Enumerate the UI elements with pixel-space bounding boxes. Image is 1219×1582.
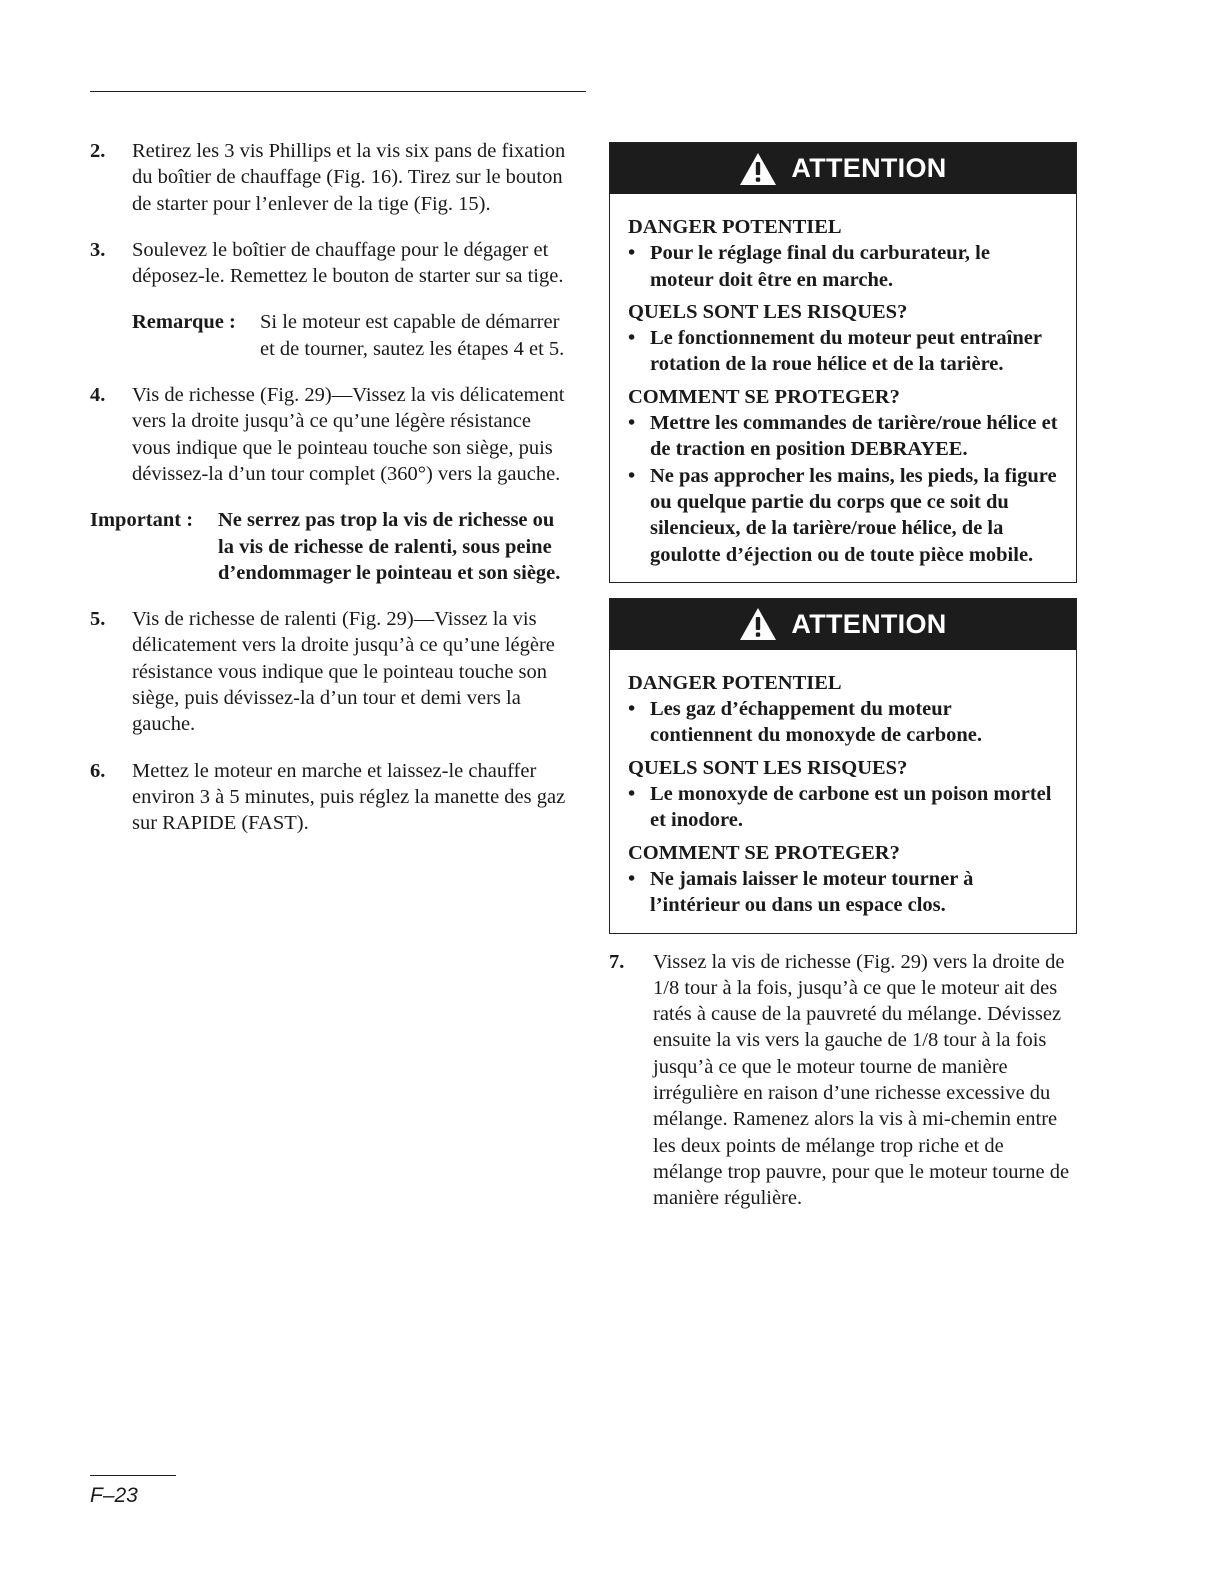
- section-title-protection: COMMENT SE PROTEGER?: [628, 385, 900, 408]
- step-text: Vissez la vis de richesse (Fig. 29) vers la droite de 1/8 tour à la fois, jusqu’à ce que le moteur ait des ratés à cause de la pauvreté du mélange. Dévissez ensuite la vis vers la gauche de 1/8 tour à la fois jusqu’à ce que le moteur tourne de manière irrégulière en raison d’une richesse excessive du mélange. Ramenez alors la vis à mi-chemin entre les deux points de mélange trop riche et de mélange trop pauvre, pour que le moteur tourne de manière régulière.: [653, 950, 1070, 1210]
- bullet-text: Ne jamais laisser le moteur tourner à l’intérieur ou dans un espace clos.: [650, 867, 974, 917]
- step-2: [90, 138, 568, 217]
- warning-header: [610, 599, 1076, 650]
- warning-box-carburetor: [609, 142, 1077, 583]
- header-rule: [90, 91, 586, 92]
- bullet-icon: •: [628, 412, 636, 435]
- warning-triangle-icon: [739, 152, 777, 186]
- step-number: 2.: [90, 140, 106, 162]
- bullet-icon: •: [628, 464, 636, 487]
- warning-title: ATTENTION: [791, 609, 947, 640]
- step-6: [90, 758, 568, 837]
- bullet-icon: •: [628, 327, 636, 350]
- warning-title: ATTENTION: [791, 153, 947, 184]
- note-text: Si le moteur est capable de démarrer et de tourner, sautez les étapes 4 et 5.: [260, 311, 565, 360]
- bullet-text: Ne pas approcher les mains, les pieds, la figure ou quelque partie du corps que ce soit du silencieux, de la tarière/roue hélice, de la goulotte d’éjection ou de toute pièce mobile.: [650, 464, 1057, 566]
- warning-header: [610, 143, 1076, 194]
- step-number: 5.: [90, 608, 106, 631]
- important-label: Important :: [90, 509, 194, 532]
- note-label: Remarque :: [132, 311, 236, 334]
- step-text: Soulevez le boîtier de chauffage pour le dégager et déposez-le. Remettez le bouton de starter sur sa tige.: [132, 238, 564, 288]
- step-number: 7.: [609, 950, 625, 973]
- step-text: Retirez les 3 vis Phillips et la vis six pans de fixation du boîtier de chauffage (Fig. 16). Tirez sur le bouton de starter pour l’enlever de la tige (Fig. 15).: [132, 140, 566, 215]
- bullet-text: Le fonctionnement du moteur peut entraîner rotation de la roue hélice et de la tarière.: [650, 327, 1042, 376]
- section-title-danger: DANGER POTENTIEL: [628, 216, 842, 238]
- step-7: [609, 949, 1077, 1212]
- bullet-item: [628, 325, 1058, 378]
- bullet-icon: •: [628, 242, 636, 265]
- warning-body: [610, 650, 1076, 933]
- bullet-text: Pour le réglage final du carburateur, le moteur doit être en marche.: [650, 242, 990, 291]
- warning-triangle-icon: [739, 607, 777, 641]
- bullet-text: Le monoxyde de carbone est un poison mortel et inodore.: [650, 783, 1052, 832]
- warning-body: [610, 194, 1076, 582]
- step-text: Vis de richesse (Fig. 29)—Vissez la vis délicatement vers la droite jusqu’à ce qu’une légère résistance vous indique que le pointeau touche son siège, puis dévissez-la d’un tour complet (360°) vers la gauche.: [132, 384, 565, 485]
- step-text: Mettez le moteur en marche et laissez-le chauffer environ 3 à 5 minutes, puis réglez la manette des gaz sur RAPIDE (FAST).: [132, 759, 566, 835]
- step-number: 3.: [90, 238, 106, 261]
- step-text: Vis de richesse de ralenti (Fig. 29)—Vissez la vis délicatement vers la droite jusqu’à ce qu’une légère résistance vous indique que le pointeau touche son siège, puis dévissez-la d’un tour et demi vers la gauche.: [132, 608, 555, 736]
- bullet-item: [628, 866, 1058, 919]
- bullet-item: [628, 240, 1058, 293]
- section-title-risks: QUELS SONT LES RISQUES?: [628, 756, 908, 779]
- bullet-icon: •: [628, 698, 636, 721]
- bullet-item: [628, 781, 1058, 834]
- page-number: F–23: [90, 1484, 138, 1507]
- footer-rule: [90, 1475, 176, 1476]
- bullet-icon: •: [628, 783, 636, 806]
- warning-box-exhaust: [609, 598, 1077, 934]
- bullet-text: Les gaz d’échappement du moteur contiennent du monoxyde de carbone.: [650, 698, 983, 747]
- bullet-item: [628, 696, 1058, 749]
- section-title-danger: DANGER POTENTIEL: [628, 671, 842, 694]
- note-remarque: [132, 309, 568, 362]
- step-3: [90, 237, 568, 290]
- important-text: Ne serrez pas trop la vis de richesse ou la vis de richesse de ralenti, sous peine d’endommager le pointeau et son siège.: [218, 509, 561, 584]
- bullet-text: Mettre les commandes de tarière/roue hélice et de traction en position DEBRAYEE.: [650, 412, 1058, 461]
- step-4: [90, 382, 568, 487]
- step-number: 6.: [90, 759, 106, 782]
- right-column: [609, 142, 1077, 1212]
- section-title-risks: QUELS SONT LES RISQUES?: [628, 300, 908, 323]
- bullet-item: [628, 410, 1058, 463]
- step-5: [90, 606, 568, 737]
- important-note: [90, 507, 568, 586]
- left-column: [90, 138, 568, 857]
- bullet-icon: •: [628, 867, 636, 890]
- section-title-protection: COMMENT SE PROTEGER?: [628, 841, 900, 864]
- step-number: 4.: [90, 384, 106, 407]
- bullet-item: [628, 463, 1058, 568]
